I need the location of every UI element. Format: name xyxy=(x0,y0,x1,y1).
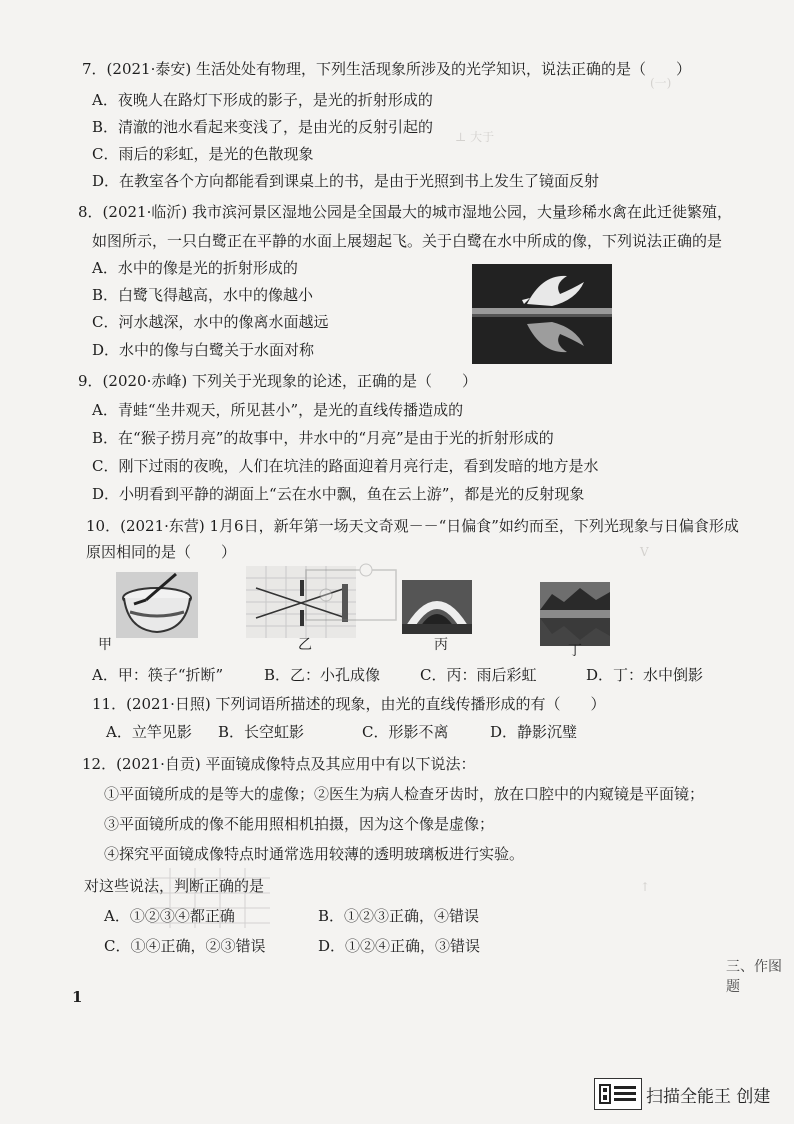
question-10-option-a: A．甲：筷子“折断” xyxy=(92,666,224,684)
question-10-option-c: C．丙：雨后彩虹 xyxy=(420,666,537,684)
bleed-through-text: (一) xyxy=(650,76,672,90)
question-7-option-d: D．在教室各个方向都能看到课桌上的书，是由于光照到书上发生了镜面反射 xyxy=(92,172,600,190)
question-11-stem: 11．(2021·日照) 下列词语所描述的现象，由光的直线传播形成的有（ ） xyxy=(92,695,606,713)
question-12-prompt: 对这些说法，判断正确的是 xyxy=(84,877,265,895)
bleed-through-circuit xyxy=(296,560,406,630)
question-9-option-b: B．在“猴子捞月亮”的故事中，井水中的“月亮”是由于光的折射形成的 xyxy=(92,429,554,447)
bleed-through-text: ⊥ 大于 xyxy=(455,130,495,144)
bleed-through-grid xyxy=(150,868,270,928)
page-number: 1 xyxy=(72,988,83,1006)
water-reflection-photo xyxy=(540,582,610,646)
question-12-statement-4: ④探究平面镜成像特点时通常选用较薄的透明玻璃板进行实验。 xyxy=(104,845,525,863)
question-10-stem-line-2: 原因相同的是（ ） xyxy=(86,543,237,561)
egret-water-photo xyxy=(472,264,612,364)
section-heading-reverse: 三、作图题 xyxy=(726,959,782,995)
question-7-option-a: A．夜晚人在路灯下形成的影子，是光的折射形成的 xyxy=(92,91,433,109)
question-8-option-d: D．水中的像与白鹭关于水面对称 xyxy=(92,341,315,359)
question-8-stem-line-1: 8．(2021·临沂) 我市滨河景区湿地公园是全国最大的城市湿地公园，大量珍稀水禽在此迁徙繁殖， xyxy=(78,203,732,221)
question-11-option-a: A．立竿见影 xyxy=(106,723,192,741)
question-11-option-b: B．长空虹影 xyxy=(218,723,305,741)
question-12-option-a: A．①②③④都正确 xyxy=(104,907,235,925)
question-12-option-b: B．①②③正确，④错误 xyxy=(318,907,480,925)
question-10-option-d: D．丁：水中倒影 xyxy=(586,666,704,684)
question-8-option-a: A．水中的像是光的折射形成的 xyxy=(92,259,298,277)
question-11-option-c: C．形影不离 xyxy=(362,723,449,741)
question-8-option-b: B．白鹭飞得越高，水中的像越小 xyxy=(92,286,314,304)
scanner-app-watermark: 扫描全能王 创建 xyxy=(646,1087,771,1107)
question-9-option-c: C．刚下过雨的夜晚，人们在坑洼的路面迎着月亮行走，看到发暗的地方是水 xyxy=(92,457,599,475)
question-8-option-c: C．河水越深，水中的像离水面越远 xyxy=(92,313,329,331)
question-12-statement-3: ③平面镜所成的像不能用照相机拍摄，因为这个像是虚像； xyxy=(104,815,495,833)
question-10-option-b: B．乙：小孔成像 xyxy=(264,666,381,684)
rainbow-tunnel-photo xyxy=(402,580,472,634)
question-9-option-d: D．小明看到平静的湖面上“云在水中飘，鱼在云上游”，都是光的反射现象 xyxy=(92,485,585,503)
scanner-app-logo xyxy=(594,1078,642,1110)
question-12-stem: 12．(2021·自贡) 平面镜成像特点及其应用中有以下说法： xyxy=(82,755,476,773)
image-label-yi: 乙 xyxy=(298,637,312,653)
question-9-stem: 9．(2020·赤峰) 下列关于光现象的论述，正确的是（ ） xyxy=(78,372,477,390)
image-label-ding: 丁 xyxy=(568,643,582,659)
question-7-stem: 7．(2021·泰安) 生活处处有物理，下列生活现象所涉及的光学知识，说法正确的是（ ） xyxy=(82,60,691,78)
image-label-jia: 甲 xyxy=(98,637,112,653)
question-9-option-a: A．青蛙“坐井观天，所见甚小”，是光的直线传播造成的 xyxy=(92,401,464,419)
question-12-statement-1-2: ①平面镜所成的是等大的虚像；②医生为病人检查牙齿时，放在口腔中的内窥镜是平面镜； xyxy=(104,785,705,803)
image-label-bing: 丙 xyxy=(434,637,448,653)
question-8-stem-line-2: 如图所示，一只白鹭正在平静的水面上展翅起飞。关于白鹭在水中所成的像，下列说法正确的是 xyxy=(92,232,723,250)
question-12-option-d: D．①②④正确，③错误 xyxy=(318,937,481,955)
bleed-through-text: V xyxy=(640,545,649,559)
question-11-option-d: D．静影沉璧 xyxy=(490,723,578,741)
question-12-option-c: C．①④正确，②③错误 xyxy=(104,937,266,955)
bleed-through-text: ↑ xyxy=(640,880,651,894)
question-7-option-c: C．雨后的彩虹，是光的色散现象 xyxy=(92,145,314,163)
bowl-chopstick-photo xyxy=(116,572,198,638)
question-10-stem-line-1: 10．(2021·东营) 1月6日，新年第一场天文奇观－－“日偏食”如约而至，下列光现象与日偏食形成 xyxy=(86,517,739,535)
question-7-option-b: B．清澈的池水看起来变浅了，是由光的反射引起的 xyxy=(92,118,434,136)
